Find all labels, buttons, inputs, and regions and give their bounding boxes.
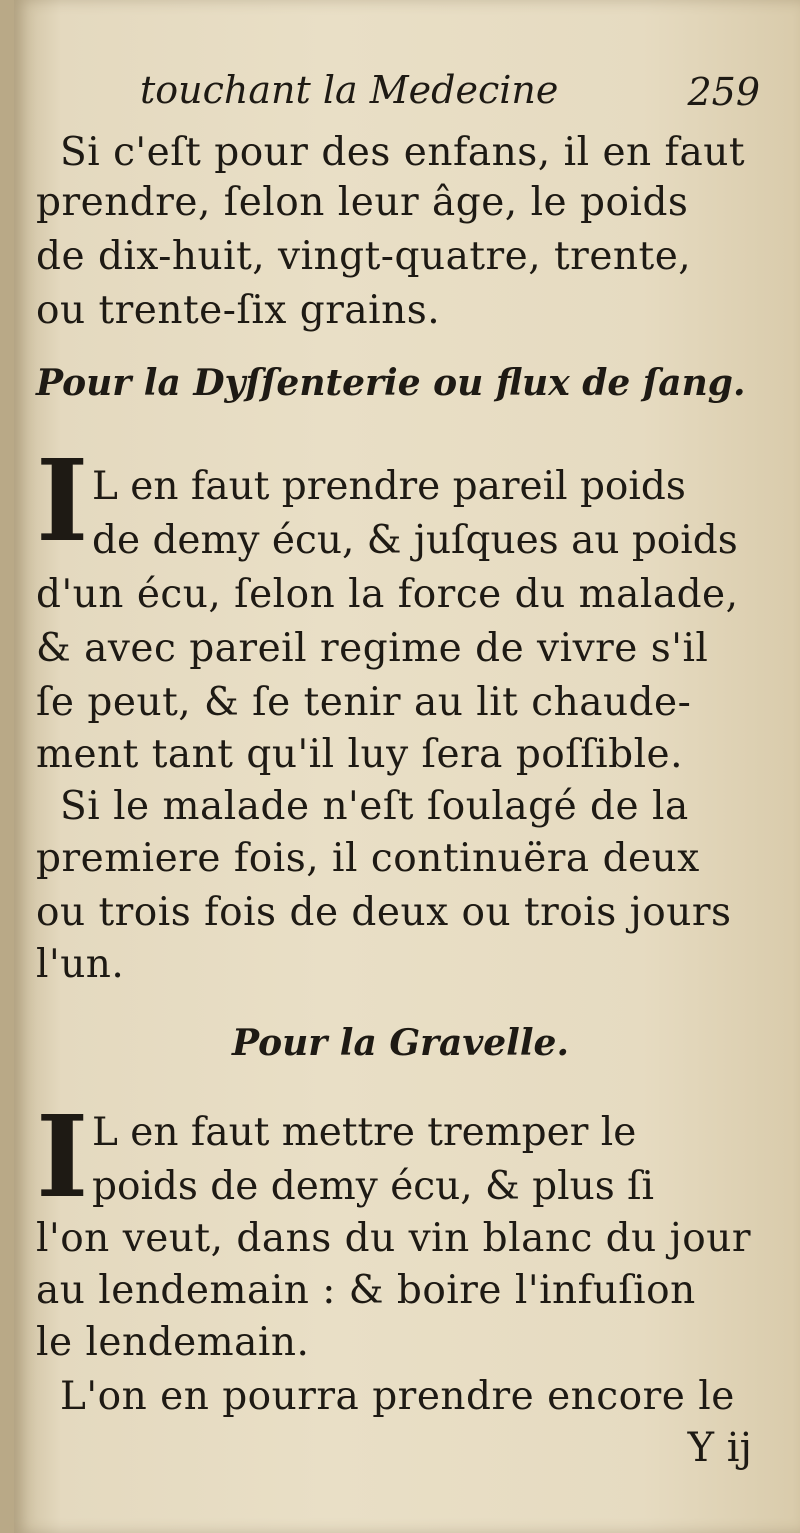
drop-cap: I [36, 436, 89, 567]
text-line: ment tant qu'il luy ſera poſſible. [36, 732, 684, 777]
text-line: ou trois fois de deux ou trois jours [36, 890, 732, 935]
book-gutter [0, 0, 14, 1533]
signature-mark: Y ij [687, 1425, 752, 1471]
text-line: poids de demy écu, & plus ſi [92, 1164, 655, 1209]
text-line: ſe peut, & ſe tenir au lit chaude- [36, 680, 692, 725]
text-line: l'on veut, dans du vin blanc du jour [36, 1216, 751, 1261]
section-heading: Pour la Dyſſenterie ou flux de ſang. [36, 362, 746, 404]
text-line: & avec pareil regime de vivre s'il [36, 626, 709, 671]
text-line: L'on en pourra prendre encore le [60, 1374, 735, 1419]
text-line: de dix-huit, vingt-quatre, trente, [36, 234, 692, 279]
text-line: premiere fois, il continuëra deux [36, 836, 700, 881]
text-line: ou trente-ſix grains. [36, 288, 441, 333]
text-line: L en faut prendre pareil poids [92, 464, 686, 509]
running-header [140, 68, 760, 124]
section-heading: Pour la Gravelle. [232, 1022, 569, 1064]
text-line: de demy écu, & juſques au poids [92, 518, 738, 563]
drop-cap: I [36, 1092, 89, 1223]
page-number: 259 [687, 70, 760, 114]
text-line: au lendemain : & boire l'infuſion [36, 1268, 696, 1313]
text-line: d'un écu, ſelon la force du malade, [36, 572, 739, 617]
header-title: touchant la Medecine [140, 68, 559, 112]
text-line: l'un. [36, 942, 125, 987]
text-line: L en faut mettre tremper le [92, 1110, 637, 1155]
text-line: prendre, ſelon leur âge, le poids [36, 180, 689, 225]
text-line: Si le malade n'eſt ſoulagé de la [60, 784, 689, 829]
text-line: Si c'eſt pour des enfans, il en faut [60, 130, 746, 175]
text-line: le lendemain. [36, 1320, 310, 1365]
